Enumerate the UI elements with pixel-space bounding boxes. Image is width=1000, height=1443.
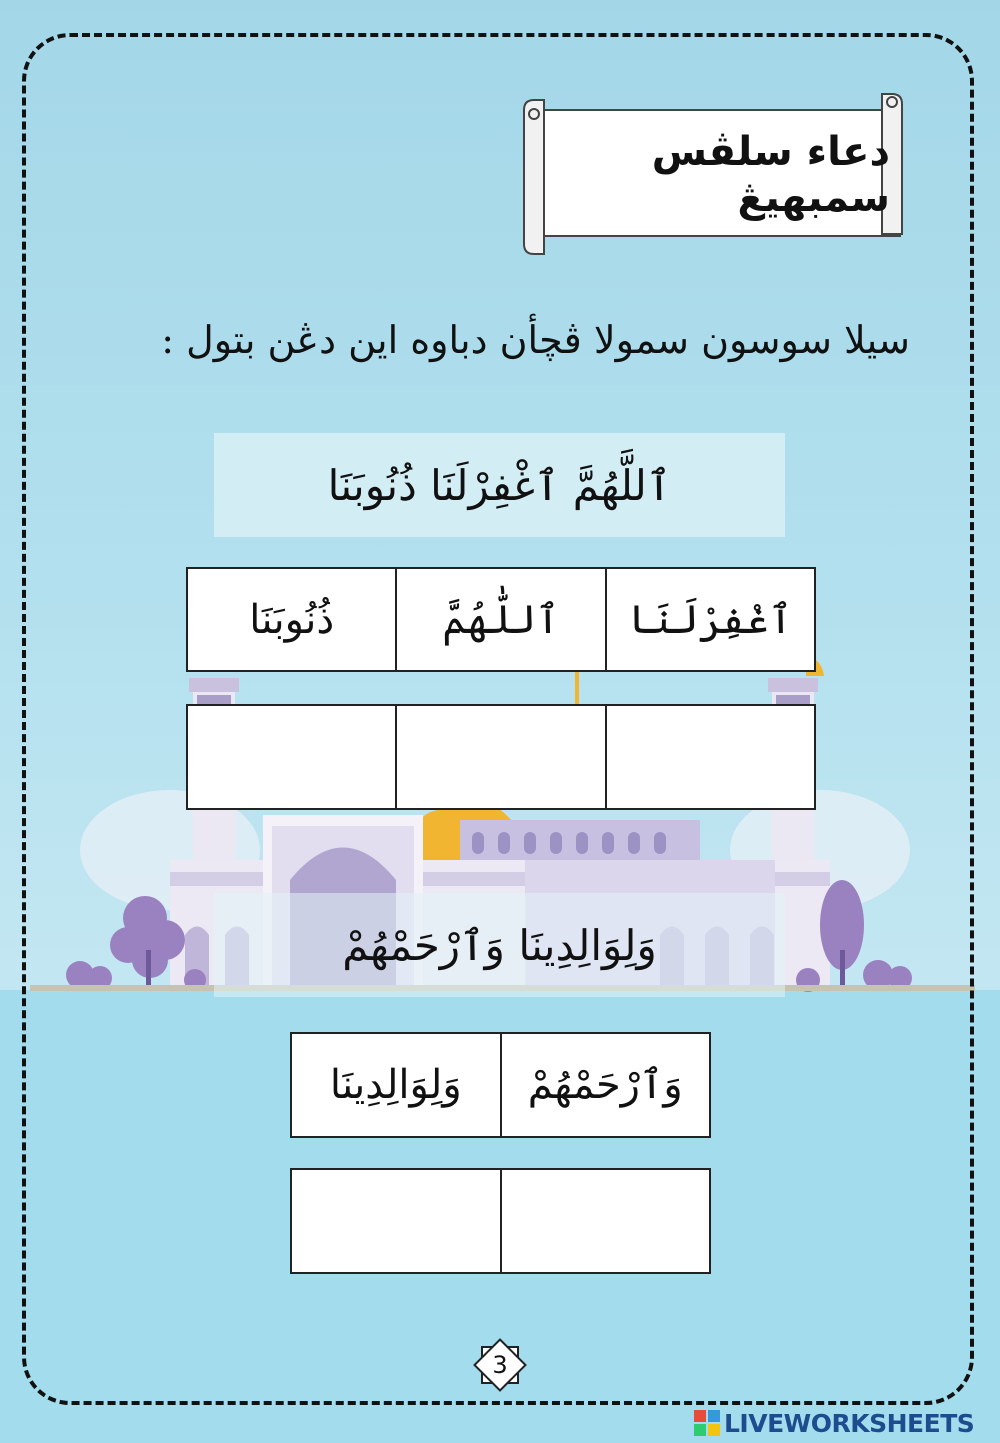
page-number: 3 (492, 1351, 508, 1379)
doa-phrase-1: ٱللَّهُمَّ ٱغْفِرْلَنَا ذُنُوبَنَا (214, 433, 785, 537)
liveworksheets-watermark (694, 1406, 994, 1440)
answer-row-2 (290, 1168, 711, 1274)
word-card[interactable]: ذُنُوبَنَا (249, 596, 335, 643)
word-card[interactable]: وَلِوَالِدِينَا (329, 1062, 462, 1108)
word-cards-row-2 (290, 1032, 711, 1138)
word-card[interactable]: وَٱرْحَمْهُمْ (500, 1034, 710, 1136)
answer-drop-box[interactable] (605, 706, 814, 808)
answer-drop-box[interactable] (188, 706, 395, 808)
answer-drop-box[interactable] (395, 706, 604, 808)
word-cards-row-1 (186, 567, 816, 672)
liveworksheets-logo-icon (694, 1410, 720, 1436)
page-title: دعاء سلڤس سمبهيڠ (651, 129, 890, 221)
answer-drop-box[interactable] (500, 1170, 710, 1272)
answer-row-1 (186, 704, 816, 810)
answer-drop-box[interactable] (292, 1170, 500, 1272)
word-card[interactable]: ٱغْفِرْلَنَا (605, 569, 814, 670)
watermark-text: LIVEWORKSHEETS (724, 1408, 975, 1438)
doa-phrase-2: وَلِوَالِدِينَا وَٱرْحَمْهُمْ (214, 893, 785, 997)
word-card[interactable]: ٱللّٰهُمَّ (395, 569, 604, 670)
instruction-text: سيلا سوسون سمولا ڤچأن دباوه اين دڠن بتول : (161, 318, 910, 362)
